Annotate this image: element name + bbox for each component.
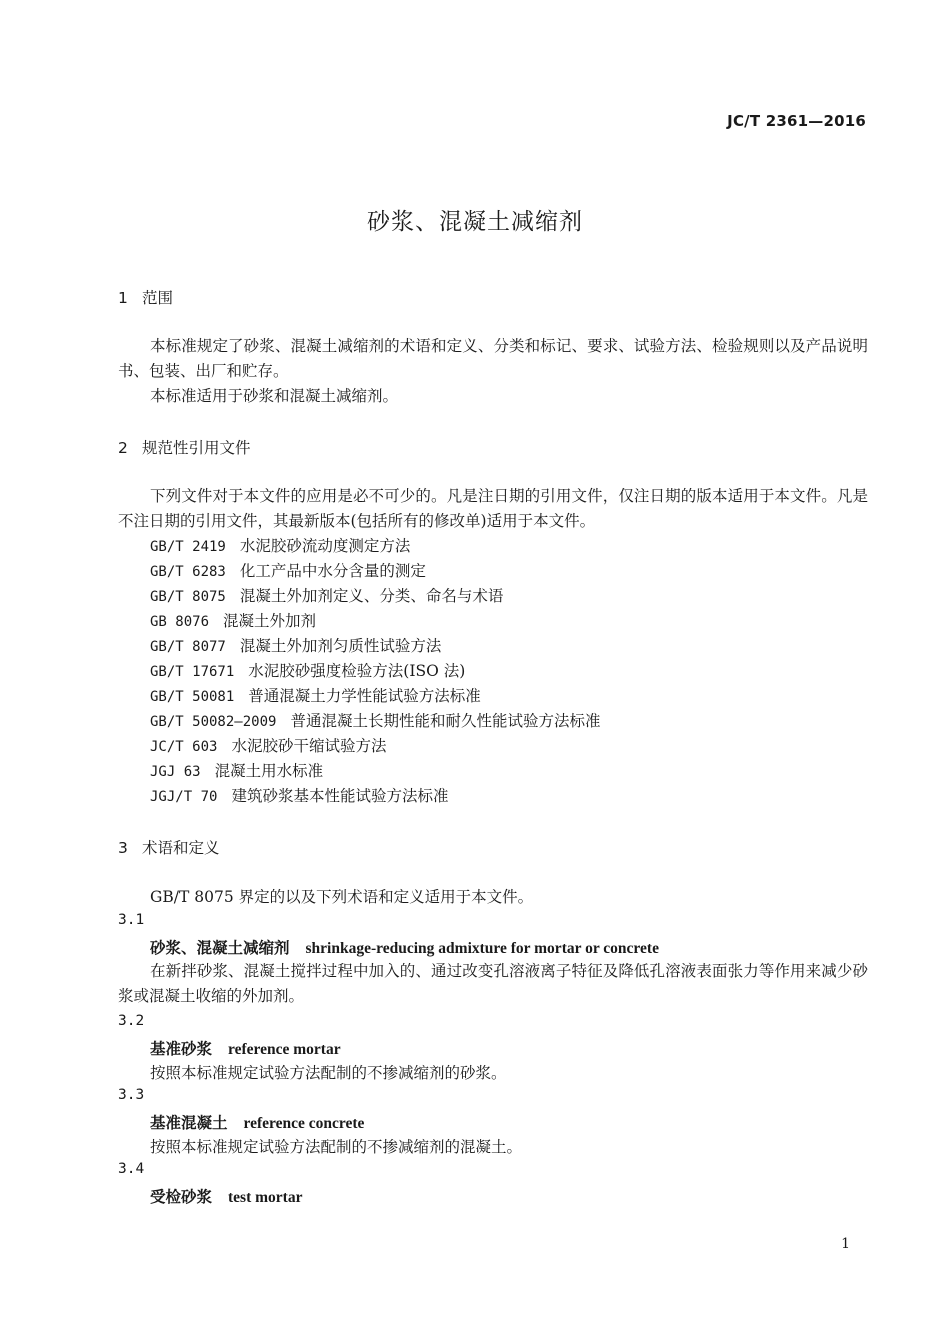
reference-code: GB/T 6283 [150,564,226,580]
clause-number: 3.1 [118,912,145,928]
reference-item [150,584,503,606]
reference-code: GB/T 50082—2009 [150,714,277,730]
reference-code: JGJ 63 [150,764,201,780]
section-3-heading [118,836,220,858]
reference-name: 混凝土用水标准 [214,762,324,780]
term-definition: 在新拌砂浆、混凝土搅拌过程中加入的、通过改变孔溶液离子特征及降低孔溶液表面张力等作用来减少砂浆或混凝土收缩的外加剂。 [118,962,868,1005]
reference-item [150,534,410,556]
reference-item [150,559,426,581]
term-cn: 基准混凝土 [150,1114,228,1132]
terms-intro: GB/T 8075 界定的以及下列术语和定义适用于本文件。 [150,888,534,906]
section-title: 范围 [142,289,174,307]
reference-code: GB/T 8075 [150,589,226,605]
reference-name: 普通混凝土力学性能试验方法标准 [248,687,481,705]
section-number: 3 [118,839,128,857]
clause-number: 3.4 [118,1161,145,1177]
reference-item [150,734,386,756]
section-title: 规范性引用文件 [142,439,251,457]
section-2-heading [118,436,251,458]
reference-name: 化工产品中水分含量的测定 [239,562,426,580]
reference-item [150,759,323,781]
reference-name: 水泥胶砂流动度测定方法 [239,537,411,555]
section-number: 1 [118,289,128,307]
clause-number: 3.3 [118,1087,145,1103]
term-definition: 按照本标准规定试验方法配制的不掺减缩剂的砂浆。 [150,1064,507,1082]
reference-code: JC/T 603 [150,739,218,755]
reference-code: GB 8076 [150,614,210,630]
term-cn: 砂浆、混凝土减缩剂 [150,939,290,957]
reference-code: GB/T 17671 [150,664,235,680]
normative-intro: 下列文件对于本文件的应用是必不可少的。凡是注日期的引用文件，仅注日期的版本适用于本文件。凡是不注日期的引用文件，其最新版本(包括所有的修改单)适用于本文件。 [118,487,868,530]
term-definition: 按照本标准规定试验方法配制的不掺减缩剂的混凝土。 [150,1138,523,1156]
reference-item [150,659,465,681]
reference-item [150,684,481,706]
reference-name: 混凝土外加剂定义、分类、命名与术语 [239,587,504,605]
reference-name: 水泥胶砂强度检验方法(ISO 法) [248,662,466,680]
reference-code: GB/T 50081 [150,689,235,705]
reference-name: 混凝土外加剂匀质性试验方法 [239,637,442,655]
reference-item [150,609,316,631]
reference-item [150,634,441,656]
term-en: shrinkage-reducing admixture for mortar or concrete [305,940,659,957]
section-number: 2 [118,439,128,457]
document-title: 砂浆、混凝土减缩剂 [367,209,583,235]
scope-paragraph-1: 本标准规定了砂浆、混凝土减缩剂的术语和定义、分类和标记、要求、试验方法、检验规则以及产品说明书、包装、出厂和贮存。 [118,337,868,380]
clause-number: 3.2 [118,1013,145,1029]
term-en: test mortar [228,1189,303,1206]
standard-code: JC/T 2361—2016 [727,112,866,130]
term-cn: 基准砂浆 [150,1040,213,1058]
section-1-heading [118,286,173,308]
reference-name: 普通混凝土长期性能和耐久性能试验方法标准 [290,712,601,730]
section-title: 术语和定义 [142,839,220,857]
reference-name: 建筑砂浆基本性能试验方法标准 [231,787,449,805]
term-heading [150,936,659,958]
term-heading [150,1111,364,1133]
term-en: reference concrete [243,1115,365,1132]
page-number: 1 [841,1236,850,1252]
reference-name: 水泥胶砂干缩试验方法 [231,737,387,755]
term-en: reference mortar [228,1041,341,1058]
term-heading [150,1037,341,1059]
term-cn: 受检砂浆 [150,1188,213,1206]
reference-code: JGJ/T 70 [150,789,218,805]
reference-name: 混凝土外加剂 [223,612,317,630]
reference-code: GB/T 2419 [150,539,226,555]
reference-item [150,784,448,806]
term-heading [150,1185,302,1207]
reference-item [150,709,600,731]
scope-paragraph-2: 本标准适用于砂浆和混凝土减缩剂。 [150,387,399,405]
reference-code: GB/T 8077 [150,639,226,655]
